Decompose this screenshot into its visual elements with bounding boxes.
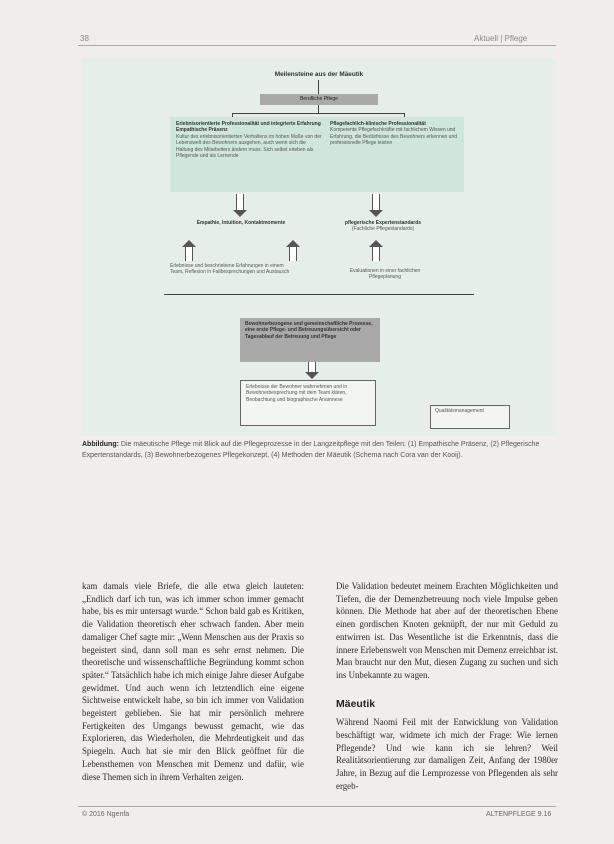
quality-box: Qualitätsmanagement [430, 405, 510, 429]
footer-rule [78, 806, 556, 807]
right-mid-subtext: (Fachliche Pflegestandards) [351, 226, 415, 233]
center-grey-text: Bewohnerbezogene und gemeinschaftliche Prozesse, eine erste Pflege- und Betreuungsübersicht oder Tagesablauf der Betreuung und Pflege [245, 321, 373, 340]
arrow-up-head [182, 240, 196, 247]
page-number: 38 [80, 34, 89, 43]
arrow-up-shaft [185, 247, 193, 261]
running-header: Aktuell | Pflege [474, 34, 528, 43]
left-mid-text: Empathie, Intuition, Kontaktmomente [196, 220, 286, 226]
connector-line [164, 294, 474, 295]
left-panel-heading: Erlebnisorientierte Professionalität und integrierte Erfahrung Empathische Präsenz [176, 121, 321, 134]
connector-line [318, 80, 319, 94]
arrow-up-shaft [372, 247, 380, 261]
right-mid-label [322, 220, 444, 240]
connector-line [318, 105, 319, 113]
left-mid-label [182, 220, 300, 240]
figure-title: Meilensteine aus der Mäeutik [274, 71, 364, 78]
arrow-up-shaft [289, 247, 297, 261]
right-lower-text: Evaluationen in einer fachlichen Pflegeplanung [349, 268, 421, 281]
right-panel-heading: Pflegefachlich-klinische Professionalität [330, 121, 426, 127]
figure-caption [82, 440, 556, 461]
arrow-down-head [305, 372, 319, 379]
left-paragraph: kam damals viele Briefe, die alle etwa gleich lauteten: „Endlich darf ich tun, was ich immer schon immer gemacht habe, bis es mir untersagt wurde.“ Schon bald gab es Kritiken, die Validation theoretisch eher schwach fanden. Aber mein damaliger Chef sagte mir: „Wenn Menschen aus der Praxis so begeistert sind, dann soll man es sehr ernst nehmen. Die theoretische und wissenschaftliche Begründung kommt schon später.“ Tatsächlich habe ich mich einige Jahre dieser Aufgabe gewidmet. Und auch wenn ich letztendlich eine eigene Sichtweise entwickelt habe, so bin ich immer von Validation begeistert geblieben. Sie hat mir persönlich mehrere Fertigkeiten des Umgangs bewusst gemacht, wie das Explorieren, das Wiederholen, die Mehrdeutigkeit und das Spiegeln. Auch hat sie mir den Blick geöffnet für die Lebensthemen von Menschen mit Demenz und dafür, wie diese Themen sich in ihrem Verhalten zeigen. [82, 581, 304, 782]
footer-left: © 2016 Ngenfa [82, 811, 130, 818]
figure [82, 58, 556, 434]
arrow-up-head [286, 240, 300, 247]
arrow-up-head [369, 240, 383, 247]
right-paragraph-2: Während Naomi Feil mit der Entwicklung von Validation beschäftigt war, widmete ich mich der Frage: Wie lernen Pflegende? Und wie kann ich sie lehren? Weil Realitätsorientierung zur damaligen Zeit, Anfang der 1980er Jahre, in Bezug auf die Lernprozesse von Pflegenden als sehr ergeb- [336, 717, 558, 791]
center-outline-box: Erlebnisse der Bewohner wahrnehmen und in Bewohnerbesprechung mit dem Team klären, Beobachtung und biographische Anamnese [240, 380, 376, 426]
section-heading: Mäeutik [336, 697, 376, 710]
arrow-down-shaft [308, 362, 316, 372]
left-panel [170, 117, 328, 192]
left-column [82, 580, 304, 783]
footer-right: ALTENPFLEGE 9.16 [486, 811, 552, 818]
center-grey-box [240, 318, 380, 362]
arrow-down-shaft [236, 194, 244, 210]
header-rule [78, 45, 556, 46]
right-panel-body: Kompetente Pflegefachkräfte mit fachlichem Wissen und Erfahrung, die Bedürfnisse des Bewohners erkennen und professionelle Pflege leisten [330, 127, 458, 147]
arrow-down-shaft [372, 194, 380, 210]
left-lower-text: Erlebnisse und beschriebene Erfahrungen in einem Team, Reflexion in Fallbesprechungen und Austausch [170, 263, 290, 276]
left-panel-body: Kultur des erlebnisorientierten Verhaltens im hohen Maße von der Lebenswelt des Bewohners ausgehen, auch wenn sich die Haltung des Mitarbeiters ändern muss. Sich selbst erleben als Pflegende und als Lernende [176, 133, 322, 160]
connector-line [232, 113, 404, 114]
right-mid-text: pflegerische Expertenstandards [344, 220, 422, 226]
arrow-down-head [369, 210, 383, 217]
right-paragraph: Die Validation bedeutet meinem Erachten Möglichkeiten und Tiefen, die der Demenzbetreuung noch viele Impulse geben können. Die Methode hat aber auf der theoretischen Ebene einen gordischen Knoten geknüpft, der nur mit Geduld zu entwirren ist. Das Wesentliche ist die Erkenntnis, dass die innere Erlebenswelt von Menschen mit Demenz erreichbar ist. Man braucht nur den Mut, diesen Zugang zu suchen und sich ins Unbekannte zu wagen. [336, 581, 558, 680]
right-column [336, 580, 558, 793]
right-panel [324, 117, 464, 192]
top-box: Berufliche Pflege [260, 94, 378, 105]
arrow-down-head [233, 210, 247, 217]
caption-label: Abbildung: [82, 441, 119, 448]
caption-text: Die mäeutische Pflege mit Blick auf die Pflegeprozesse in der Langzeitpflege mit den Teilen: (1) Empathische Präsenz, (2) Pflegerische Expertenstandards, (3) Bewohnerbezogenes Pflegekonzept, (4) Methoden der Mäeutik (Schema nach Cora van der Kooij). [82, 441, 540, 459]
